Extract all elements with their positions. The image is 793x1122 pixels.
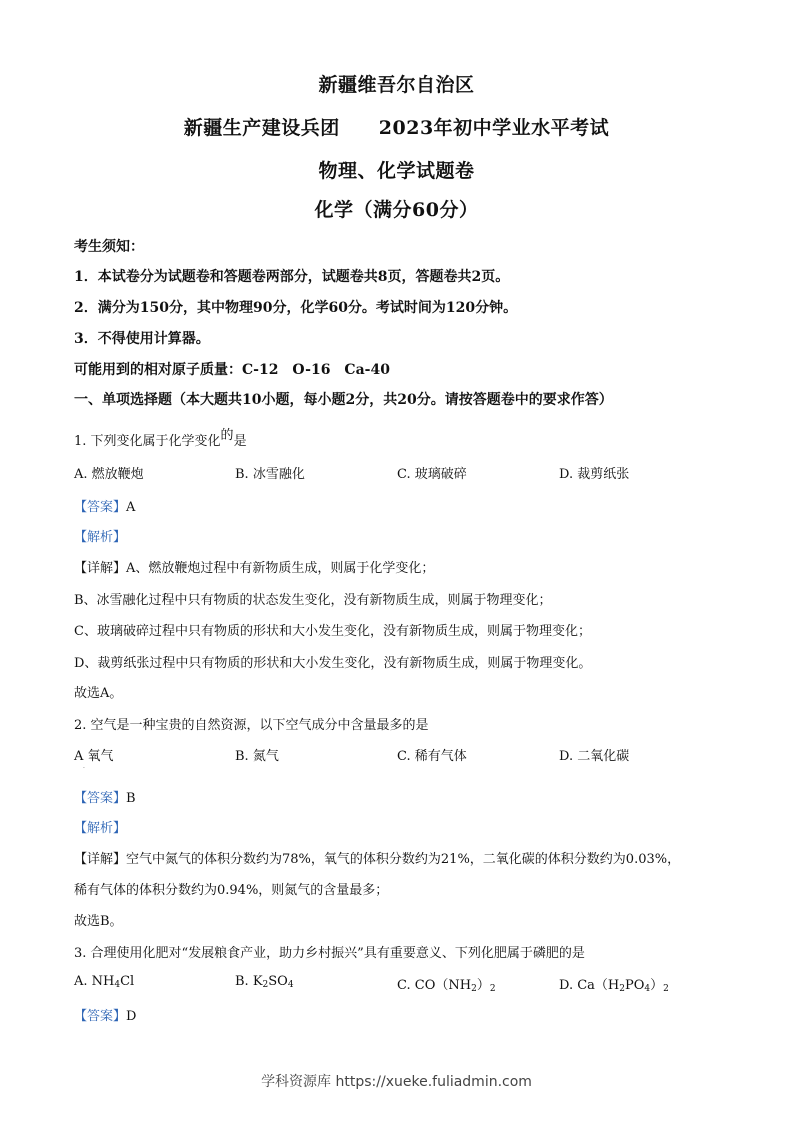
- detail-text: A、燃放鞭炮过程中有新物质生成，则属于化学变化；: [126, 561, 435, 576]
- q3-option-b: [235, 974, 294, 990]
- q2-detail-2: 稀有气体的体积分数约为0.94%，则氮气的含量最多；: [74, 883, 389, 898]
- header-subject: 化学（满分60分）: [314, 199, 479, 221]
- formula-part: Cl: [120, 974, 135, 989]
- q1-option-a: A. 燃放鞭炮: [74, 467, 144, 482]
- q2-option-a: A 氧气: [74, 749, 114, 764]
- atomic-mass-note: 可能用到的相对原子质量：C-12 O-16 Ca-40: [74, 362, 390, 378]
- q2-option-d: D. 二氧化碳: [559, 749, 630, 764]
- q1-answer: [74, 496, 135, 515]
- q1-option-c: C. 玻璃破碎: [397, 467, 467, 482]
- answer-value: D: [126, 1009, 137, 1024]
- q1-option-d: D. 裁剪纸张: [559, 467, 630, 482]
- formula-part: ）: [476, 978, 490, 993]
- q3-option-c: [397, 974, 496, 994]
- formula-subscript: 4: [644, 984, 651, 994]
- q2-conclusion: 故选B。: [74, 914, 123, 929]
- q1-stem: [74, 430, 247, 449]
- header-paper-name: 物理、化学试题卷: [318, 160, 475, 182]
- formula-part: D. Ca（H: [559, 978, 620, 993]
- answer-tag: 【答案】: [74, 791, 127, 806]
- formula-subscript: 2: [619, 984, 625, 994]
- detail-tag: 【详解】: [74, 561, 127, 576]
- q3-stem: 3. 合理使用化肥对“发展粮食产业，助力乡村振兴”具有重要意义、下列化肥属于磷肥的是: [74, 946, 585, 961]
- formula-subscript: 4: [287, 980, 294, 990]
- q1-conclusion: 故选A。: [74, 686, 123, 701]
- q2-option-c: C. 稀有气体: [397, 749, 467, 764]
- q2-analysis-tag: 【解析】: [74, 821, 127, 836]
- header-region: 新疆维吾尔自治区: [318, 74, 475, 96]
- q2-detail-1: [74, 848, 680, 867]
- formula-part: A. NH: [74, 974, 115, 989]
- q1-stem-raised-char: 的: [220, 428, 234, 443]
- formula-subscript: 4: [114, 980, 121, 990]
- q1-stem-end: 是: [233, 434, 247, 449]
- q3-answer: [74, 1005, 136, 1024]
- answer-tag: 【答案】: [74, 500, 127, 515]
- detail-tag: 【详解】: [74, 852, 127, 867]
- stray-dot: ·: [83, 765, 85, 772]
- answer-tag: 【答案】: [74, 1009, 127, 1024]
- section-1-title: 一、单项选择题（本大题共10小题，每小题2分，共20分。请按答题卷中的要求作答）: [74, 392, 613, 408]
- q2-option-b: B. 氮气: [235, 749, 279, 764]
- q1-option-b: B. 冰雪融化: [235, 467, 305, 482]
- formula-subscript: 2: [489, 984, 496, 994]
- q2-stem: 2. 空气是一种宝贵的自然资源，以下空气成分中含量最多的是: [74, 718, 429, 733]
- q1-detail-2: B、冰雪融化过程中只有物质的状态发生变化，没有新物质生成，则属于物理变化；: [74, 593, 552, 608]
- formula-part: B. K: [235, 974, 263, 989]
- answer-value: B: [126, 791, 136, 806]
- q3-option-a: [74, 974, 134, 990]
- notice-item-3: 3．不得使用计算器。: [74, 331, 210, 347]
- formula-part: PO: [625, 978, 645, 993]
- q1-detail-3: C、玻璃破碎过程中只有物质的形状和大小发生变化，没有新物质生成，则属于物理变化；: [74, 624, 591, 639]
- q1-detail-1: [74, 557, 434, 576]
- formula-subscript: 2: [471, 984, 477, 994]
- formula-subscript: 2: [262, 980, 269, 990]
- formula-subscript: 2: [663, 984, 669, 994]
- q1-analysis-tag: 【解析】: [74, 530, 127, 545]
- q3-option-d: [559, 974, 669, 994]
- answer-value: A: [126, 500, 136, 515]
- detail-text: 空气中氮气的体积分数约为78%，氧气的体积分数约为21%，二氧化碳的体积分数约为0.03%，: [126, 852, 681, 867]
- header-exam-name: 新疆生产建设兵团 2023年初中学业水平考试: [183, 117, 610, 139]
- q1-stem-text: 1. 下列变化属于化学变化: [74, 434, 221, 449]
- notice-title: 考生须知：: [74, 239, 144, 255]
- q1-detail-4: D、裁剪纸张过程中只有物质的形状和大小发生变化，没有新物质生成，则属于物理变化。: [74, 656, 592, 671]
- formula-part: SO: [268, 974, 288, 989]
- formula-part: C. CO（NH: [397, 978, 472, 993]
- notice-item-1: 1．本试卷分为试题卷和答题卷两部分，试题卷共8页，答题卷共2页。: [74, 269, 510, 285]
- notice-item-2: 2．满分为150分，其中物理90分，化学60分。考试时间为120分钟。: [74, 300, 518, 316]
- formula-part: ）: [650, 978, 664, 993]
- q2-answer: [74, 787, 136, 806]
- footer-watermark-text: 学科资源库 https://xueke.fuliadmin.com: [261, 1074, 532, 1090]
